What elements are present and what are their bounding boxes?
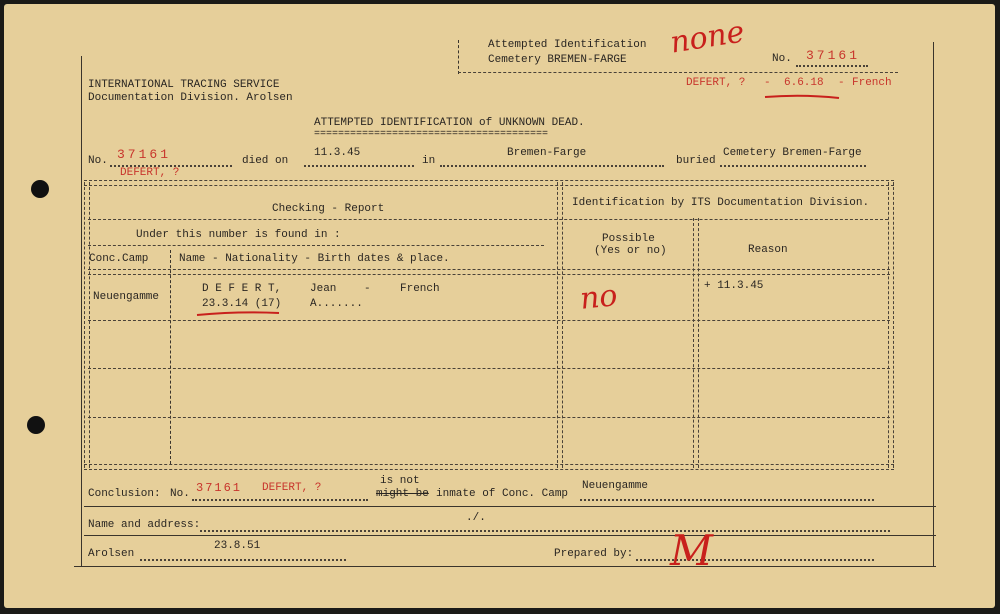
under-number-text: Under this number is found in : xyxy=(136,229,341,241)
conclusion-label: Conclusion: xyxy=(88,488,161,500)
footer-date: 23.8.51 xyxy=(214,540,261,552)
record-died-value: 11.3.45 xyxy=(314,147,361,159)
record-card xyxy=(4,4,995,608)
record-no-value: 37161 xyxy=(117,147,172,162)
prepared-by-mark: M xyxy=(670,526,714,575)
right-frame-line xyxy=(933,42,934,566)
conclusion-no-value: 37161 xyxy=(196,481,243,495)
row1-nationality: French xyxy=(400,283,440,295)
row1-reason: + 11.3.45 xyxy=(704,280,764,292)
conclusion-camp: Neuengamme xyxy=(582,480,649,492)
record-died-dots xyxy=(304,165,414,167)
table-line-under-checking xyxy=(88,219,888,220)
table-reason-divider xyxy=(693,218,699,468)
table-row-line-3 xyxy=(88,417,890,418)
name-address-dots xyxy=(200,530,890,532)
conclusion-is-not: is not xyxy=(380,475,420,487)
org-line-1: INTERNATIONAL TRACING SERVICE xyxy=(88,79,280,91)
table-top-border xyxy=(84,180,894,186)
header-line-2: Cemetery BREMEN-FARGE xyxy=(488,54,627,66)
row1-possible: no xyxy=(578,278,620,317)
person-name: DEFERT, ? xyxy=(686,77,746,89)
person-birth-date: 6.6.18 xyxy=(784,77,824,89)
person-nationality: French xyxy=(852,77,892,89)
row1-camp: Neuengamme xyxy=(93,291,160,303)
row1-birth-underline xyxy=(195,310,285,318)
record-in-value: Bremen-Farge xyxy=(507,147,587,159)
table-row-line-1 xyxy=(88,320,890,321)
footer-place-dots xyxy=(140,559,346,561)
name-address-value: ./. xyxy=(466,512,486,524)
identification-heading: Identification by ITS Documentation Division. xyxy=(572,197,870,209)
table-right-border xyxy=(888,182,894,468)
table-left-border xyxy=(84,182,90,468)
row1-name: D E F E R T, xyxy=(202,283,282,295)
col-header-possible-2: (Yes or no) xyxy=(594,245,667,257)
header-box-bracket xyxy=(458,40,459,74)
record-died-label: died on xyxy=(242,155,289,167)
prepared-by-label: Prepared by: xyxy=(554,548,634,560)
row1-dash: - xyxy=(364,283,371,295)
checking-report-heading: Checking - Report xyxy=(272,203,385,215)
table-bottom-border xyxy=(84,464,894,470)
table-header-bottom xyxy=(88,269,890,275)
conclusion-might-be: might be xyxy=(376,488,429,500)
header-box-underline xyxy=(458,72,898,73)
conclusion-rule xyxy=(84,506,936,507)
record-no-label: No. xyxy=(88,155,108,167)
person-dash-2: - xyxy=(838,77,845,89)
conclusion-inmate-text: inmate of Conc. Camp xyxy=(436,488,569,500)
col-header-name: Name - Nationality - Birth dates & place. xyxy=(179,253,450,265)
col-header-possible-1: Possible xyxy=(602,233,655,245)
conclusion-name: DEFERT, ? xyxy=(262,482,322,494)
form-title: ATTEMPTED IDENTIFICATION of UNKNOWN DEAD. xyxy=(314,117,585,129)
col-header-reason: Reason xyxy=(748,244,788,256)
handwritten-none: none xyxy=(667,14,747,61)
org-line-2: Documentation Division. Arolsen xyxy=(88,92,293,104)
left-frame-line xyxy=(81,56,82,566)
record-buried-label: buried xyxy=(676,155,716,167)
table-row-line-2 xyxy=(88,368,890,369)
record-in-dots xyxy=(440,165,664,167)
name-address-label: Name and address: xyxy=(88,519,201,531)
name-address-rule xyxy=(84,535,936,536)
record-no-name: DEFERT, ? xyxy=(120,167,180,179)
footer-place: Arolsen xyxy=(88,548,135,560)
record-buried-dots xyxy=(720,165,866,167)
table-middle-divider xyxy=(557,182,563,468)
person-dash-1: - xyxy=(764,77,771,89)
bottom-frame-line xyxy=(74,566,936,567)
header-no-dots xyxy=(796,65,868,67)
table-line-under-number xyxy=(88,245,544,246)
form-title-underline: ======================================= xyxy=(314,129,549,140)
table-camp-divider xyxy=(170,250,171,464)
header-no-value: 37161 xyxy=(806,48,861,63)
punch-hole-bottom xyxy=(27,416,45,434)
row1-birth-place: A....... xyxy=(310,298,363,310)
birth-date-underline xyxy=(763,93,843,101)
record-buried-value: Cemetery Bremen-Farge xyxy=(723,147,862,159)
col-header-camp: Conc.Camp xyxy=(89,253,149,265)
conclusion-camp-dots xyxy=(580,499,874,501)
conclusion-no-label: No. xyxy=(170,488,190,500)
header-line-1: Attempted Identification xyxy=(488,39,647,51)
punch-hole-top xyxy=(31,180,49,198)
record-in-label: in xyxy=(422,155,436,167)
conclusion-no-dots xyxy=(192,499,368,501)
row1-first-name: Jean xyxy=(310,283,337,295)
row1-birth-date: 23.3.14 (17) xyxy=(202,298,282,310)
header-no-label: No. xyxy=(772,53,792,65)
